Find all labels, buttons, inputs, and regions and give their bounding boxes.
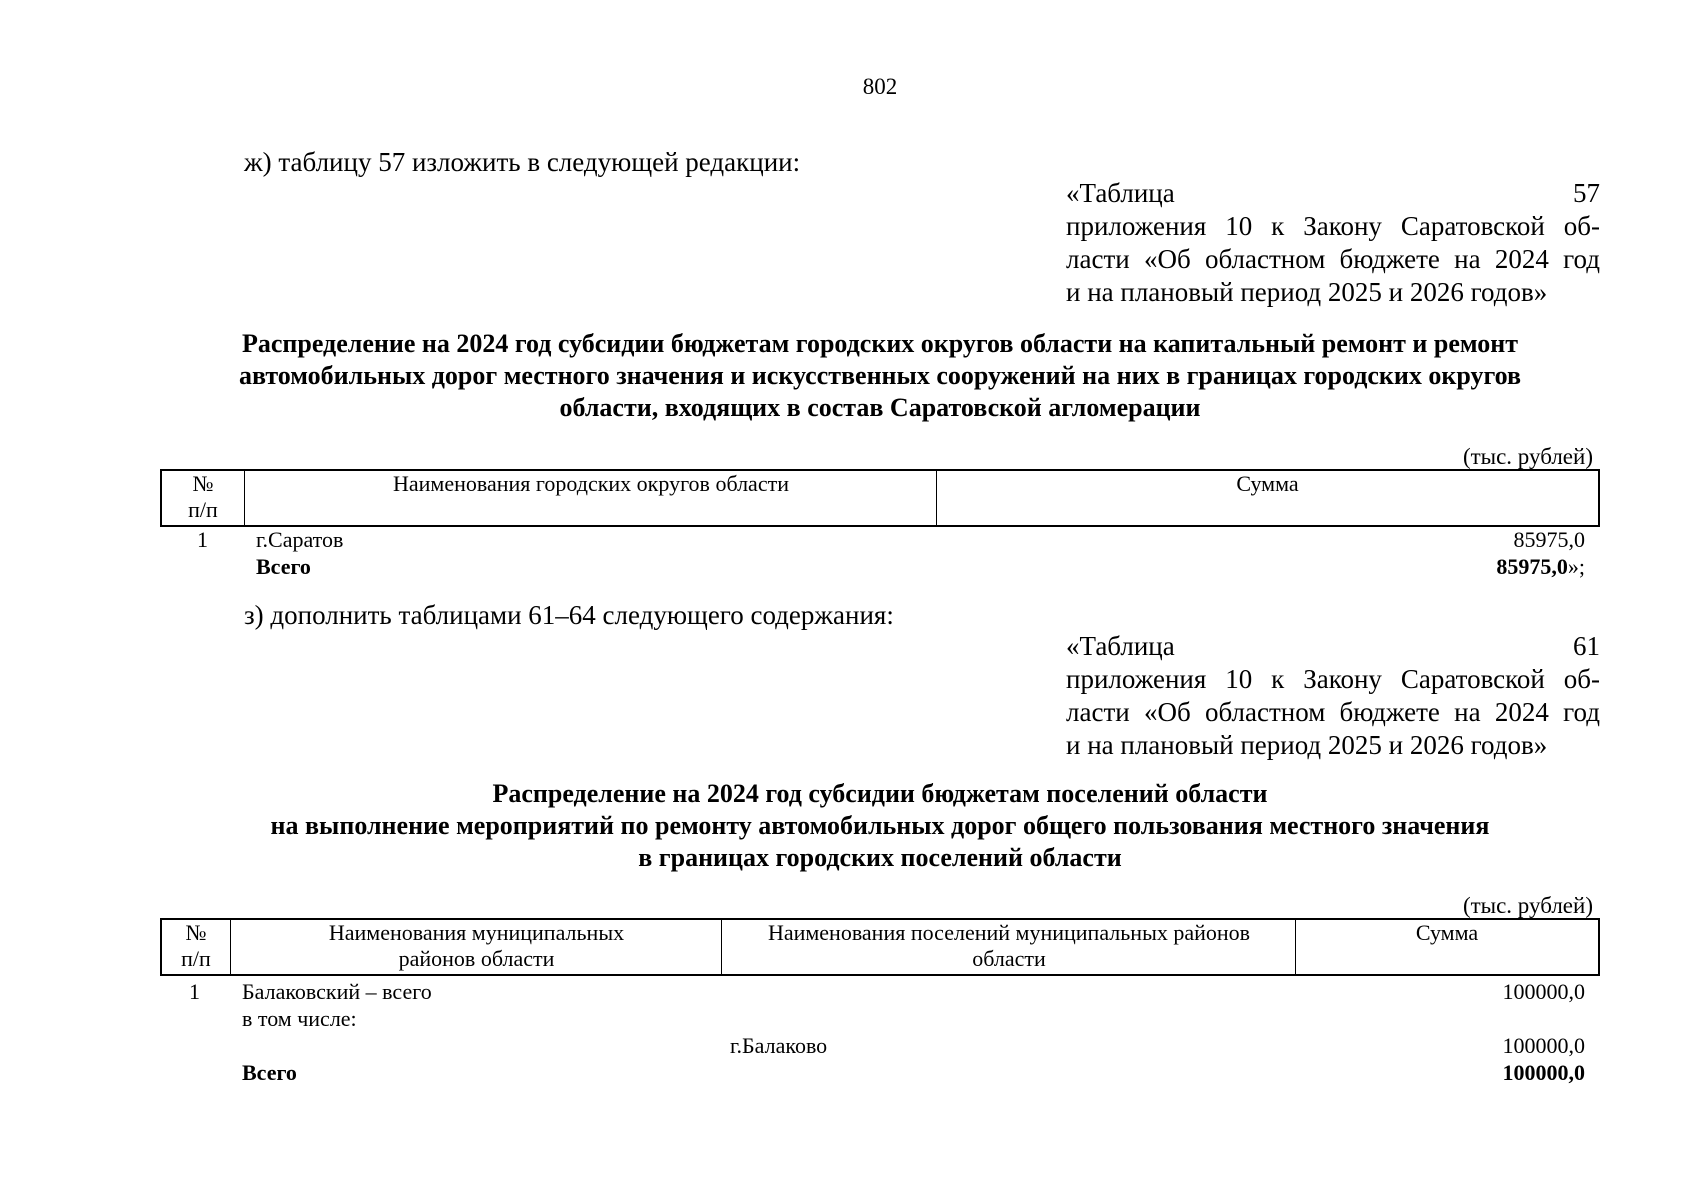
header-settlement-cell (721, 920, 1296, 974)
note-line: ласти «Об областном бюджете на 2024 год (1066, 244, 1600, 274)
header-district-cell (230, 920, 722, 974)
header-number-sign: № (192, 471, 214, 496)
total-sum: 100000,0 (1502, 1060, 1585, 1085)
header-sum-text: Сумма (1415, 920, 1479, 945)
table-61-title (160, 778, 1600, 874)
title-line: области, входящих в состав Саратовской агломерации (559, 393, 1201, 422)
header-settlement-line: Наименования поселений муниципальных районов (767, 920, 1251, 945)
header-name-cell (244, 471, 937, 525)
row-district-name: Балаковский – всего (242, 979, 432, 1004)
table-57-header (160, 469, 1600, 527)
note-line: «Таблица 57 (1066, 178, 1600, 208)
header-name-text: Наименования городских округов области (393, 471, 789, 496)
header-sum-cell (936, 471, 1598, 525)
note-line: приложения 10 к Закону Саратовской об- (1066, 664, 1600, 694)
total-sum: 85975,0 (1496, 554, 1568, 579)
header-sum-cell (1295, 920, 1598, 974)
note-line: приложения 10 к Закону Саратовской об- (1066, 211, 1600, 241)
table-57-title (160, 328, 1600, 424)
total-label: Всего (256, 554, 311, 579)
header-number-cell (162, 471, 244, 525)
row-number: 1 (197, 527, 208, 552)
title-line: в границах городских поселений области (638, 843, 1122, 872)
units-label: (тыс. рублей) (1462, 444, 1593, 469)
row-sum: 100000,0 (1502, 1033, 1585, 1058)
header-district-line: Наименования муниципальных (328, 920, 625, 945)
note-line: «Таблица 61 (1066, 631, 1600, 661)
note-line: ласти «Об областном бюджете на 2024 год (1066, 697, 1600, 727)
row-sum: 100000,0 (1502, 979, 1585, 1004)
table-61-header (160, 918, 1600, 976)
title-line: на выполнение мероприятий по ремонту автомобильных дорог общего пользования местного значения (270, 811, 1490, 840)
title-line: Распределение на 2024 год субсидии бюджетам поселений области (492, 779, 1268, 808)
total-sum-cell (1496, 554, 1585, 580)
title-line: автомобильных дорог местного значения и искусственных сооружений на них в границах городских округов (238, 361, 1522, 390)
row-settlement-name: г.Балаково (730, 1033, 828, 1058)
note-line: и на плановый период 2025 и 2026 годов» (1066, 277, 1548, 307)
row-including-label: в том числе: (242, 1006, 357, 1031)
title-line: Распределение на 2024 год субсидии бюджетам городских округов области на капитальный ремонт и ремонт (241, 329, 1519, 358)
header-sum-text: Сумма (1236, 471, 1299, 496)
table-61-reference-note (1066, 630, 1600, 762)
header-number-cell (162, 920, 230, 974)
page-number: 802 (862, 74, 898, 99)
header-number-sign: № (185, 920, 207, 945)
header-settlement-line: области (972, 946, 1046, 971)
amendment-paragraph-zh: ж) таблицу 57 изложить в следующей редакции: (244, 147, 801, 177)
note-line: и на плановый период 2025 и 2026 годов» (1066, 730, 1548, 760)
header-district-line: районов области (398, 946, 555, 971)
total-label: Всего (242, 1060, 297, 1085)
amendment-paragraph-z: з) дополнить таблицами 61–64 следующего содержания: (244, 600, 894, 630)
table-57-reference-note (1066, 177, 1600, 309)
row-sum: 85975,0 (1513, 527, 1585, 552)
row-number: 1 (189, 979, 200, 1004)
header-number-abbrev: п/п (188, 497, 218, 522)
row-district-name: г.Саратов (256, 527, 344, 552)
header-number-abbrev: п/п (181, 946, 211, 971)
units-label: (тыс. рублей) (1462, 893, 1593, 918)
closing-quote: »; (1567, 554, 1585, 579)
